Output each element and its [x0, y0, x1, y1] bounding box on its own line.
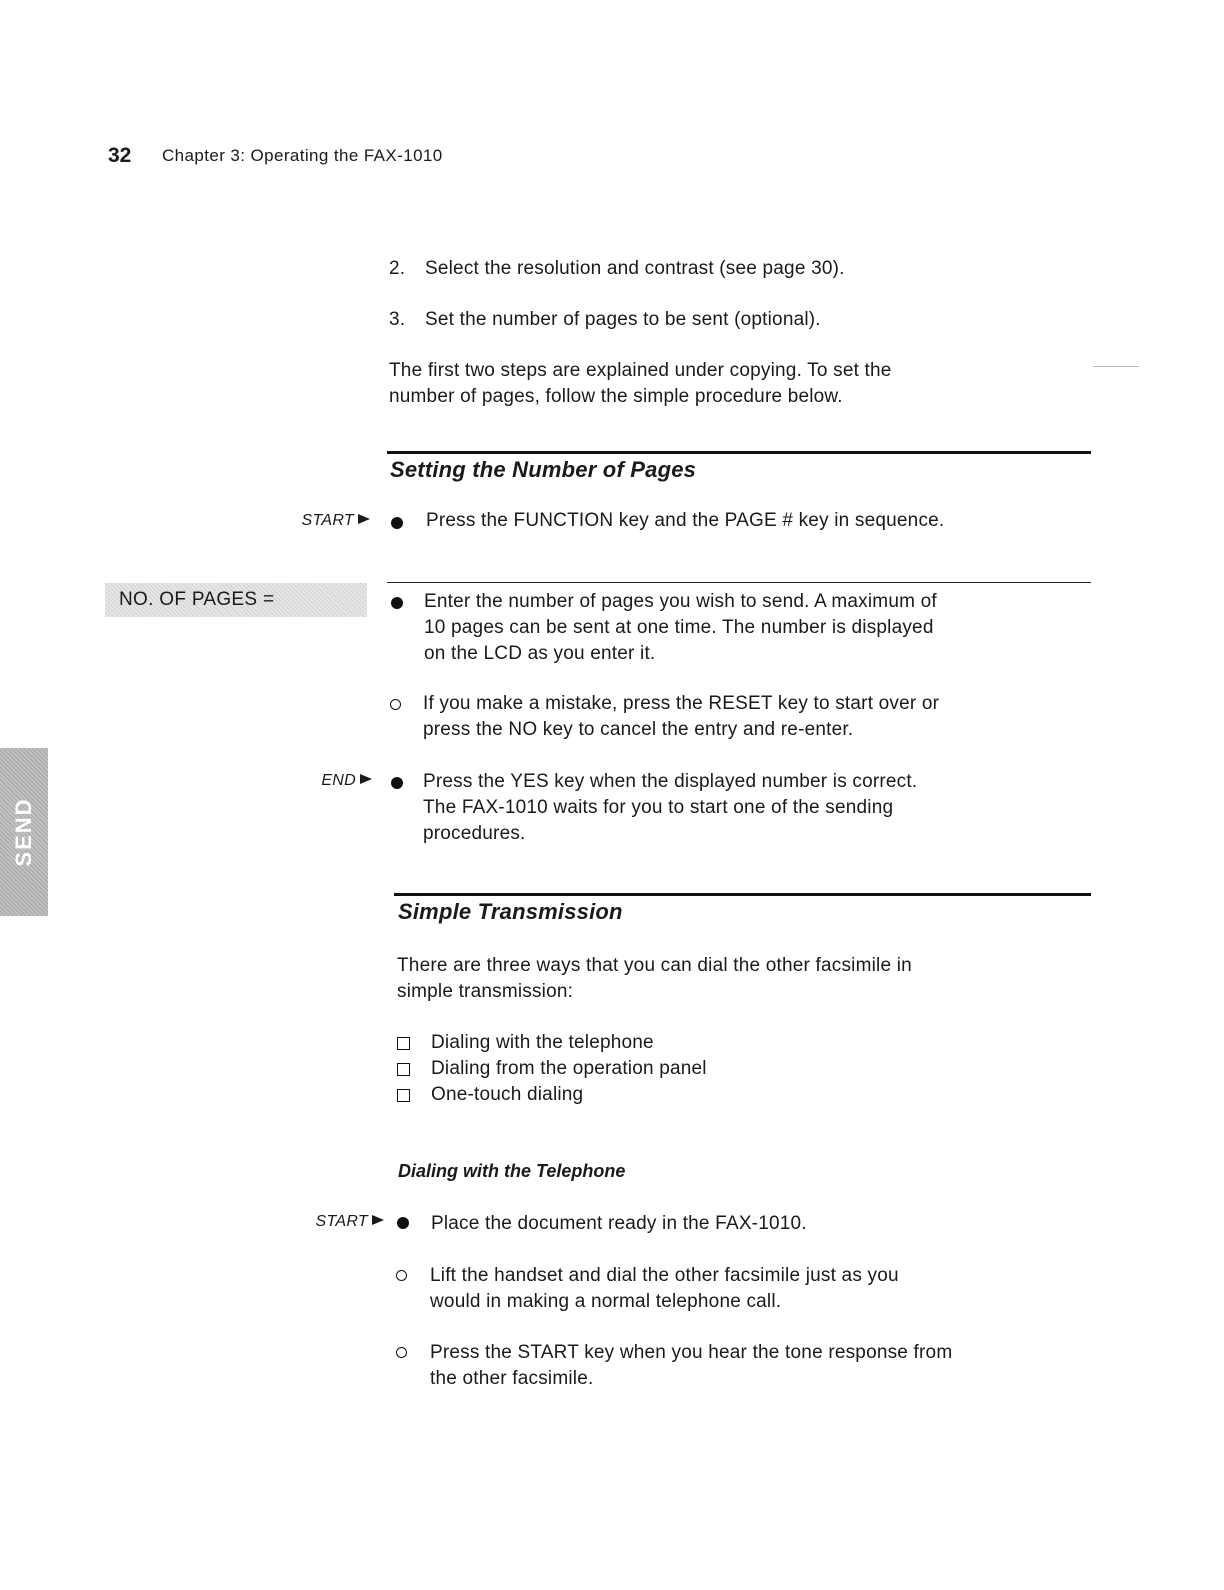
step-2-text: Select the resolution and contrast (see page 30).: [425, 258, 845, 279]
text-line: Enter the number of pages you wish to send. A maximum of: [424, 591, 937, 612]
setting-step-2: [424, 589, 937, 667]
text-line: If you make a mistake, press the RESET key to start over or: [423, 693, 940, 714]
text-line: The FAX-1010 waits for you to start one of the sending: [423, 797, 894, 818]
text-line: number of pages, follow the simple procedure below.: [389, 386, 843, 407]
margin-mark: [1093, 366, 1139, 367]
text-line: simple transmission:: [397, 981, 574, 1002]
end-marker-label: END: [321, 772, 356, 789]
circle-bullet-icon: [396, 1347, 407, 1358]
start-marker-label: START: [315, 1213, 368, 1230]
text-line: 10 pages can be sent at one time. The number is displayed: [424, 617, 934, 638]
arrow-right-icon: [360, 774, 372, 784]
dialing-step-2: [430, 1263, 899, 1315]
text-line: the other facsimile.: [430, 1368, 594, 1389]
step-3-number: 3.: [389, 309, 406, 330]
circle-bullet-icon: [390, 699, 401, 710]
start-marker: [280, 512, 370, 530]
checkbox-square-icon: [397, 1089, 410, 1102]
arrow-right-icon: [372, 1215, 384, 1225]
page-number: 32: [108, 144, 132, 167]
simple-transmission-paragraph: [397, 953, 912, 1005]
start-marker-label: START: [301, 512, 354, 529]
text-line: There are three ways that you can dial the other facsimile in: [397, 955, 912, 976]
bullet-icon: [391, 777, 403, 789]
send-side-tab: [0, 748, 48, 916]
text-line: Place the document ready in the FAX-1010.: [431, 1213, 807, 1234]
chapter-title: Chapter 3: Operating the FAX-1010: [162, 146, 443, 165]
circle-bullet-icon: [396, 1270, 407, 1281]
text-line: The first two steps are explained under copying. To set the: [389, 360, 892, 381]
text-line: Press the START key when you hear the tone response from: [430, 1342, 953, 1363]
setting-step-1: [426, 508, 944, 534]
text-line: on the LCD as you enter it.: [424, 643, 656, 664]
checkbox-square-icon: [397, 1063, 410, 1076]
start-marker: [294, 1213, 384, 1231]
setting-step-4: [423, 769, 917, 847]
subheading-dialing-telephone: Dialing with the Telephone: [398, 1161, 626, 1181]
text-line: press the NO key to cancel the entry and re-enter.: [423, 719, 854, 740]
section-rule: [394, 893, 1091, 896]
checkbox-square-icon: [397, 1037, 410, 1050]
step-2-number: 2.: [389, 258, 406, 279]
section-rule: [387, 451, 1091, 454]
arrow-right-icon: [358, 514, 370, 524]
setting-step-3: [423, 691, 939, 743]
dialing-step-1: [431, 1211, 807, 1237]
lcd-display: NO. OF PAGES =: [105, 583, 367, 617]
text-line: Press the FUNCTION key and the PAGE # key in sequence.: [426, 510, 945, 531]
bullet-icon: [397, 1217, 409, 1229]
end-marker: [282, 772, 372, 790]
option-item: Dialing with the telephone: [431, 1032, 654, 1053]
step-divider: [387, 582, 1091, 583]
text-line: Lift the handset and dial the other facsimile just as you: [430, 1265, 899, 1286]
intro-paragraph: [389, 358, 892, 410]
option-item: One-touch dialing: [431, 1084, 584, 1105]
text-line: procedures.: [423, 823, 526, 844]
option-item: Dialing from the operation panel: [431, 1058, 707, 1079]
bullet-icon: [391, 517, 403, 529]
step-3-text: Set the number of pages to be sent (optional).: [425, 309, 821, 330]
dialing-step-3: [430, 1340, 952, 1392]
section-heading-simple-transmission: Simple Transmission: [398, 899, 623, 924]
section-heading-setting-pages: Setting the Number of Pages: [390, 457, 697, 482]
side-tab-label: SEND: [11, 797, 36, 867]
text-line: would in making a normal telephone call.: [430, 1291, 782, 1312]
bullet-icon: [391, 597, 403, 609]
text-line: Press the YES key when the displayed number is correct.: [423, 771, 918, 792]
